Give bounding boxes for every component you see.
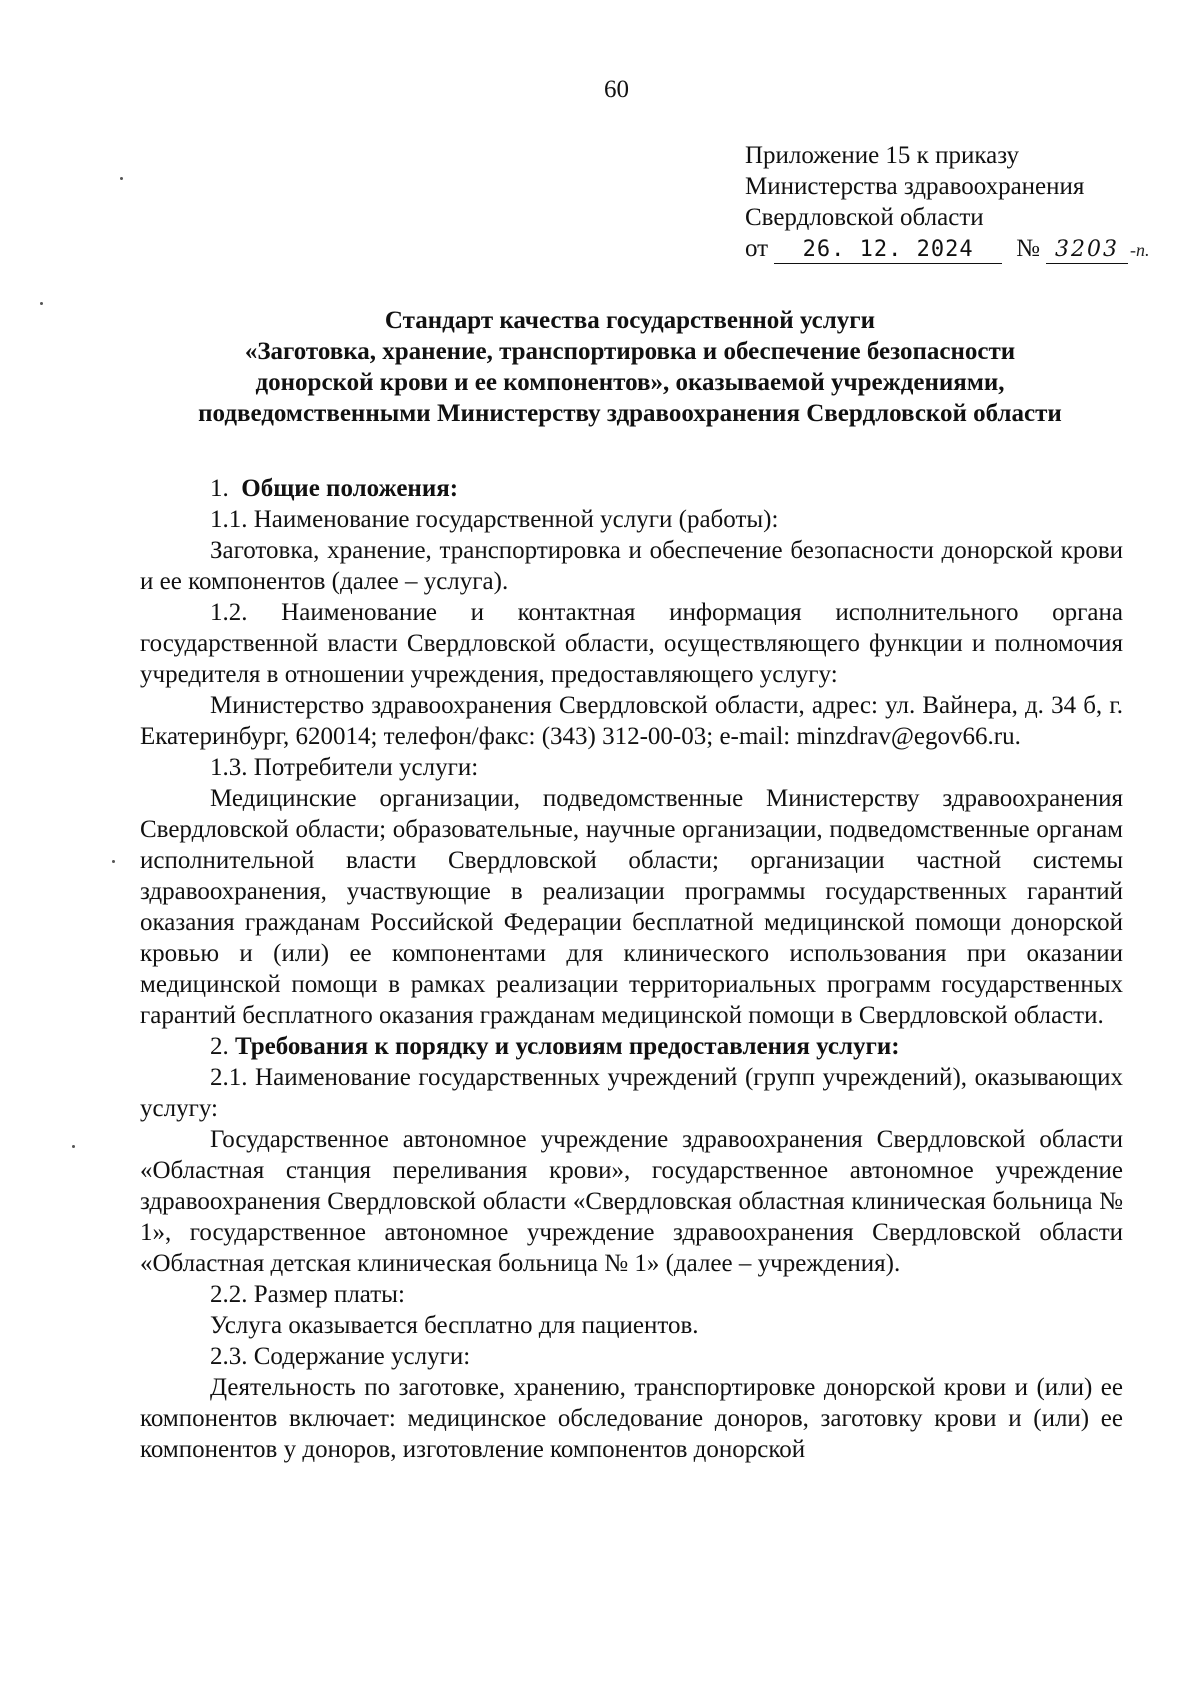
- section-1-heading: [140, 473, 1123, 504]
- title-line-3: донорской крови и ее компонентов», оказываемой учреждениями,: [255, 369, 1005, 396]
- appendix-line-1: Приложение 15 к приказу: [745, 142, 1020, 169]
- subsection-2-3: 2.3. Содержание услуги:: [210, 1343, 471, 1370]
- subsection-1-2-text: Министерство здравоохранения Свердловской области, адрес: ул. Вайнера, д. 34 б, г. Екатеринбург, 620014; телефон/факс: (343) 312-00-03; e-mail: minzdrav@egov66.ru.: [140, 692, 1123, 750]
- appendix-date-row: [745, 233, 1149, 266]
- number-label: №: [1016, 235, 1040, 262]
- document-body: [140, 473, 1123, 1465]
- section-1-number: 1.: [210, 475, 229, 502]
- scan-speck: [72, 1145, 75, 1148]
- order-number: 3203: [1046, 237, 1128, 264]
- subsection-2-2: 2.2. Размер платы:: [210, 1281, 405, 1308]
- title-line-4: подведомственными Министерству здравоохранения Свердловской области: [198, 400, 1062, 427]
- subsection-2-2-text: Услуга оказывается бесплатно для пациентов.: [210, 1312, 699, 1339]
- section-2-title: Требования к порядку и условиям предоставления услуги:: [235, 1033, 900, 1060]
- appendix-line-3: Свердловской области: [745, 204, 984, 231]
- document-title: [140, 305, 1120, 429]
- date-value: 26. 12. 2024: [774, 237, 1002, 264]
- subsection-2-1-text: Государственное автономное учреждение здравоохранения Свердловской области «Областная станция переливания крови», государственное автономное учреждение здравоохранения Свердловской области «Свердловская областная клиническая больница № 1», государственное автономное учреждение здравоохранения Свердловской области «Областная детская клиническая больница № 1» (далее – учреждения).: [140, 1126, 1123, 1277]
- subsection-1-3-text: Медицинские организации, подведомственные Министерству здравоохранения Свердловской области; образовательные, научные организации, подведомственные органам исполнительной власти Свердловской области; организации частной системы здравоохранения, участвующие в реализации программы государственных гарантий оказания гражданам Российской Федерации бесплатной медицинской помощи донорской кровью и (или) ее компонентами для клинического использования при оказании медицинской помощи в рамках реализации территориальных программ государственных гарантий бесплатного оказания гражданам медицинской помощи в Свердловской области.: [140, 785, 1123, 1029]
- order-number-suffix: -п.: [1129, 240, 1150, 260]
- subsection-2-3-text: Деятельность по заготовке, хранению, транспортировке донорской крови и (или) ее компонентов включает: медицинское обследование доноров, заготовку крови и (или) ее компонентов у доноров, изготовление компонентов донорской: [140, 1374, 1123, 1463]
- section-2-number: 2.: [210, 1033, 229, 1060]
- title-line-1: Стандарт качества государственной услуги: [384, 307, 876, 334]
- subsection-1-3: 1.3. Потребители услуги:: [210, 754, 479, 781]
- subsection-1-1: 1.1. Наименование государственной услуги (работы):: [210, 506, 779, 533]
- subsection-1-1-text: Заготовка, хранение, транспортировка и обеспечение безопасности донорской крови и ее компонентов (далее – услуга).: [140, 537, 1123, 595]
- page-number: 60: [604, 76, 629, 103]
- section-2-heading: [140, 1031, 1123, 1062]
- section-1-title: Общие положения:: [241, 475, 459, 502]
- scan-speck: [112, 860, 115, 863]
- title-line-2: «Заготовка, хранение, транспортировка и обеспечение безопасности: [244, 338, 1016, 365]
- scan-speck: [120, 177, 123, 180]
- scan-speck: [40, 302, 43, 305]
- subsection-2-1: 2.1. Наименование государственных учреждений (групп учреждений), оказывающих услугу:: [140, 1064, 1123, 1122]
- date-prefix: от: [745, 235, 769, 262]
- appendix-block: [745, 140, 1149, 266]
- appendix-line-2: Министерства здравоохранения: [745, 173, 1085, 200]
- subsection-1-2: 1.2. Наименование и контактная информация исполнительного органа государственной власти Свердловской области, осуществляющего функции и полномочия учредителя в отношении учреждения, предоставляющего услугу:: [140, 599, 1123, 688]
